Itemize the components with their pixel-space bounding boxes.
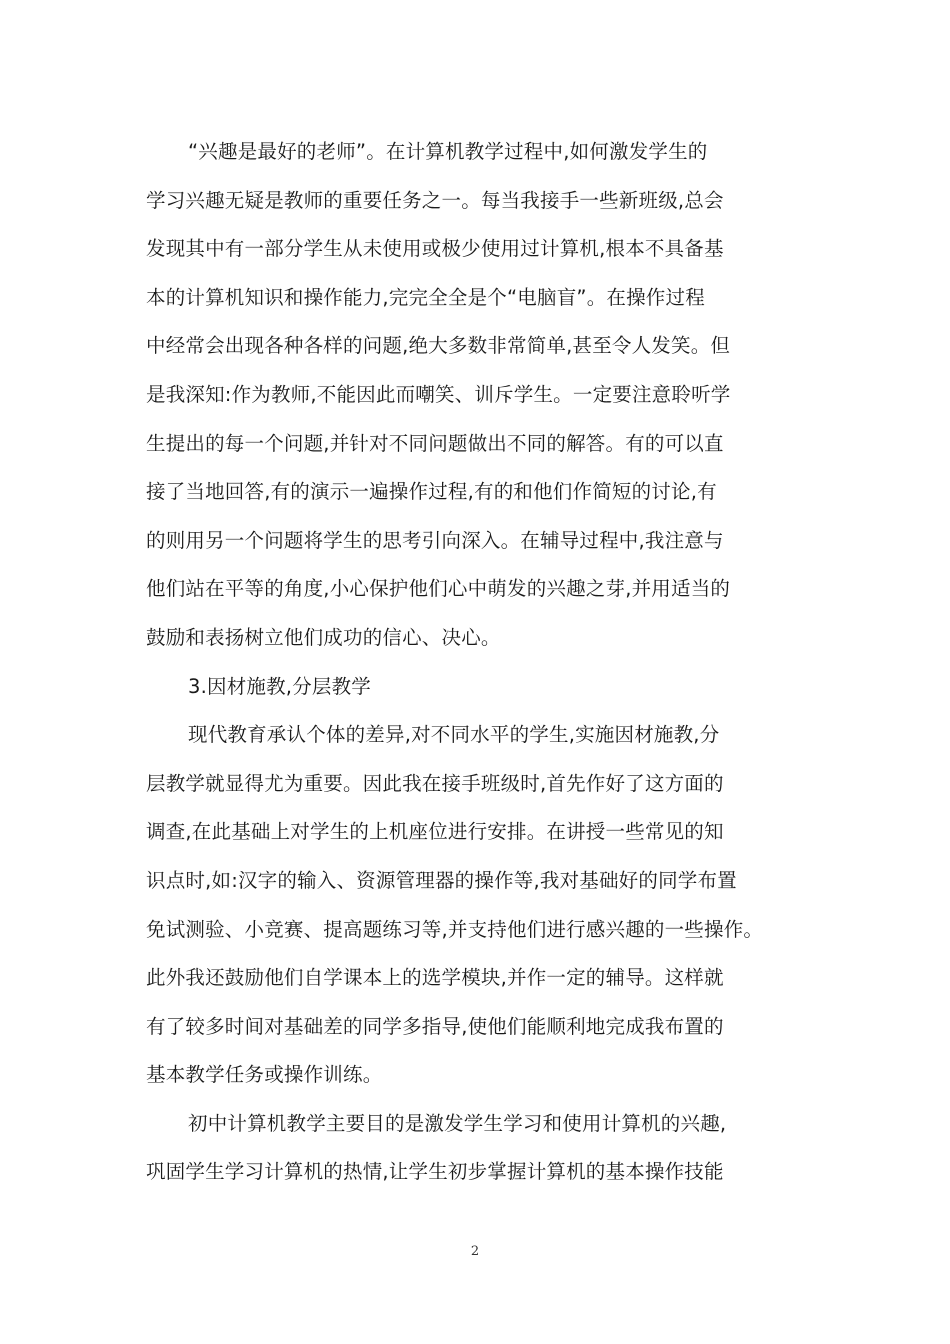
paragraph-line: 初中计算机教学主要目的是激发学生学习和使用计算机的兴趣, <box>188 1111 727 1135</box>
paragraph-line: 的则用另一个问题将学生的思考引向深入。在辅导过程中,我注意与 <box>146 528 724 552</box>
paragraph-line: 他们站在平等的角度,小心保护他们心中萌发的兴趣之芽,并用适当的 <box>146 577 731 601</box>
paragraph-line: 鼓励和表扬树立他们成功的信心、决心。 <box>146 625 501 649</box>
paragraph-line: 有了较多时间对基础差的同学多指导,使他们能顺利地完成我布置的 <box>146 1014 724 1038</box>
paragraph-line: 此外我还鼓励他们自学课本上的选学模块,并作一定的辅导。这样就 <box>146 966 724 990</box>
paragraph-line: 本的计算机知识和操作能力,完完全全是个“电脑盲”。在操作过程 <box>146 285 705 309</box>
paragraph-line: 中经常会出现各种各样的问题,绝大多数非常简单,甚至令人发笑。但 <box>146 334 731 358</box>
paragraph-line: 现代教育承认个体的差异,对不同水平的学生,实施因材施教,分 <box>188 723 720 747</box>
paragraph-line: 学习兴趣无疑是教师的重要任务之一。每当我接手一些新班级,总会 <box>146 188 724 212</box>
paragraph-line: 调查,在此基础上对学生的上机座位进行安排。在讲授一些常见的知 <box>146 820 724 844</box>
paragraph-line: 层教学就显得尤为重要。因此我在接手班级时,首先作好了这方面的 <box>146 771 724 795</box>
paragraph-line: “兴趣是最好的老师”。在计算机教学过程中,如何激发学生的 <box>188 140 708 163</box>
paragraph-line: 是我深知:作为教师,不能因此而嘲笑、训斥学生。一定要注意聆听学 <box>146 382 731 406</box>
section-heading: 3.因材施教,分层教学 <box>188 674 372 698</box>
paragraph-line: 接了当地回答,有的演示一遍操作过程,有的和他们作简短的讨论,有 <box>146 480 717 504</box>
page-number: 2 <box>470 1244 480 1259</box>
paragraph-line: 基本教学任务或操作训练。 <box>146 1063 383 1087</box>
paragraph-line: 识点时,如:汉字的输入、资源管理器的操作等,我对基础好的同学布置 <box>146 868 737 892</box>
paragraph-line: 发现其中有一部分学生从未使用或极少使用过计算机,根本不具备基 <box>146 237 724 261</box>
paragraph-line: 免试测验、小竞赛、提高题练习等,并支持他们进行感兴趣的一些操作。 <box>146 917 764 941</box>
body-text <box>146 128 806 1197</box>
paragraph-line: 生提出的每一个问题,并针对不同问题做出不同的解答。有的可以直 <box>146 431 724 455</box>
paragraph-line: 巩固学生学习计算机的热情,让学生初步掌握计算机的基本操作技能 <box>146 1160 724 1184</box>
